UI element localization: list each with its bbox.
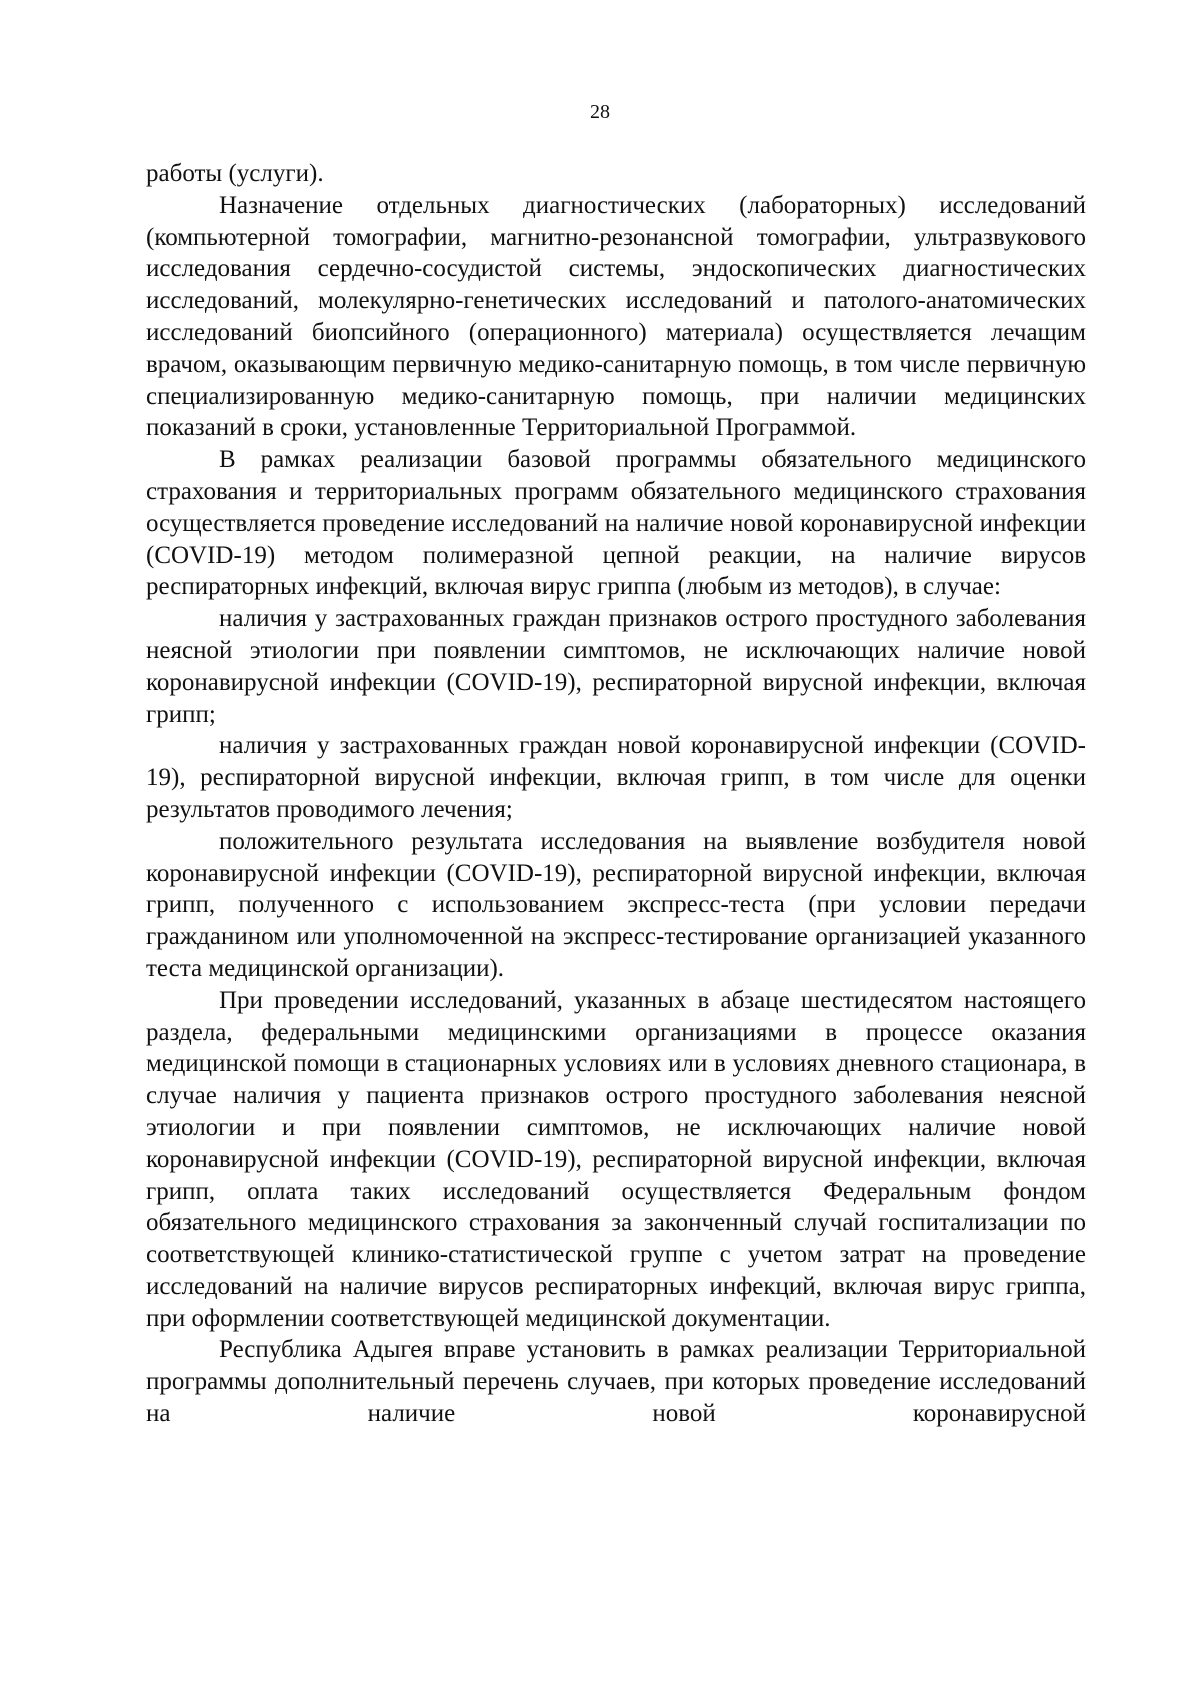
paragraph-continuation: работы (услуги). — [146, 160, 324, 187]
document-body — [146, 158, 1086, 1430]
paragraph-covid-testing: В рамках реализации базовой программы обязательного медицинского страхования и территориальных программ обязательного медицинского страхования осуществляется проведение исследований на наличие новой коронавирусной инфекции (COVID-19) методом полимеразной цепной реакции, на наличие вирусов респираторных инфекций, включая вирус гриппа (любым из методов), в случае: — [146, 446, 1086, 601]
paragraph-case-infection: наличия у застрахованных граждан новой коронавирусной инфекции (COVID-19), респираторной вирусной инфекции, включая грипп, в том числе для оценки результатов проводимого лечения; — [146, 732, 1086, 823]
paragraph-case-symptoms: наличия у застрахованных граждан признаков острого простудного заболевания неясной этиологии при появлении симптомов, не исключающих наличие новой коронавирусной инфекции (COVID-19), респираторной вирусной инфекции, включая грипп; — [146, 605, 1086, 728]
paragraph-republic-adygea: Республика Адыгея вправе установить в рамках реализации Территориальной программы дополнительный перечень случаев, при которых проведение исследований на наличие новой коронавирусной — [146, 1336, 1086, 1428]
page-number: 28 — [590, 101, 610, 123]
paragraph-federal-organizations: При проведении исследований, указанных в абзаце шестидесятом настоящего раздела, федеральными медицинскими организациями в процессе оказания медицинской помощи в стационарных условиях или в условиях дневного стационара, в случае наличия у пациента признаков острого простудного заболевания неясной этиологии и при появлении симптомов, не исключающих наличие новой коронавирусной инфекции (COVID-19), респираторной вирусной инфекции, включая грипп, оплата таких исследований осуществляется Федеральным фондом обязательного медицинского страхования за законченный случай госпитализации по соответствующей клинико-статистической группе с учетом затрат на проведение исследований на наличие вирусов респираторных инфекций, включая вирус гриппа, при оформлении соответствующей медицинской документации. — [146, 986, 1086, 1332]
paragraph-case-express-test: положительного результата исследования на выявление возбудителя новой коронавирусной инфекции (COVID-19), респираторной вирусной инфекции, включая грипп, полученного с использованием экспресс-теста (при условии передачи гражданином или уполномоченной на экспресс-тестирование организацией указанного теста медицинской организации). — [146, 827, 1086, 982]
paragraph-diagnostic-tests: Назначение отдельных диагностических (лабораторных) исследований (компьютерной томографии, магнитно-резонансной томографии, ультразвукового исследования сердечно-сосудистой системы, эндоскопических диагностических исследований, молекулярно-генетических исследований и патолого-анатомических исследований биопсийного (операционного) материала) осуществляется лечащим врачом, оказывающим первичную медико-санитарную помощь, в том числе первичную специализированную медико-санитарную помощь, при наличии медицинских показаний в сроки, установленные Территориальной Программой. — [146, 191, 1086, 442]
